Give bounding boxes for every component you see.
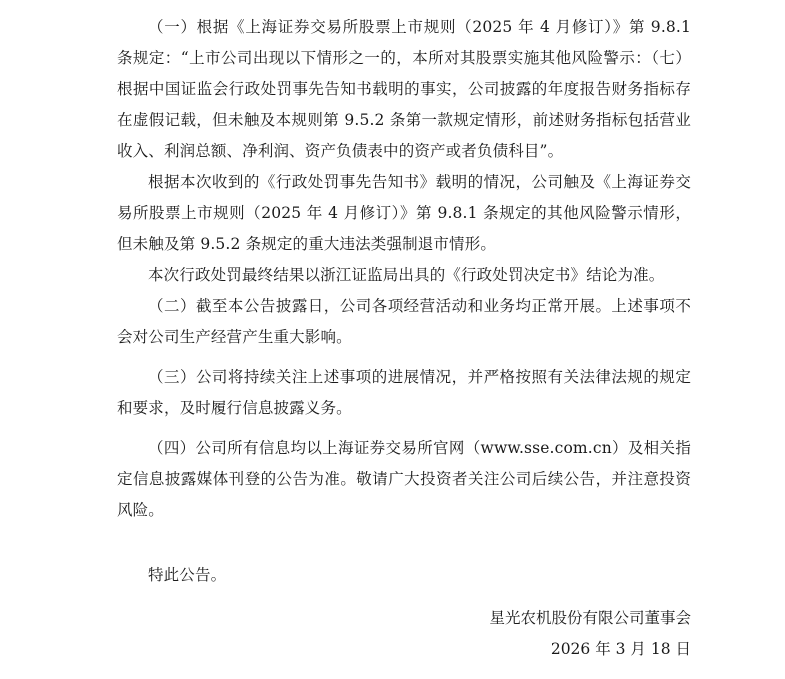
- paragraph-risk-warning-rule: （一）根据《上海证券交易所股票上市规则（2025 年 4 月修订）》第 9.8.1 条规定：“上市公司出现以下情形之一的，本所对其股票实施其他风险警示：（七）根据中国证监会行政处罚事先告知书载明的事实，公司披露的年度报告财务指标存在虚假记载，但未触及本规则第 9.5.2 条第一款规定情形，前述财务指标包括营业收入、利润总额、净利润、资产负债表中的资产或者负债科目”。: [117, 18, 691, 160]
- paragraph-disclosure-obligation: （三）公司将持续关注上述事项的进展情况，并严格按照有关法律法规的规定和要求，及时履行信息披露义务。: [117, 368, 691, 417]
- announcement-document: [117, 0, 691, 591]
- paragraph-applicability: 根据本次收到的《行政处罚事先告知书》载明的情况，公司触及《上海证券交易所股票上市规则（2025 年 4 月修订）》第 9.8.1 条规定的其他风险警示情形，但未触及第 9.5.2 条规定的重大违法类强制退市情形。: [117, 173, 691, 253]
- paragraph-designated-media: （四）公司所有信息均以上海证券交易所官网（www.sse.com.cn）及相关指定信息披露媒体刊登的公告为准。敬请广大投资者关注公司后续公告，并注意投资风险。: [117, 439, 691, 519]
- paragraph-final-result: 本次行政处罚最终结果以浙江证监局出具的《行政处罚决定书》结论为准。: [148, 266, 665, 284]
- paragraph-operations-normal: （二）截至本公告披露日，公司各项经营活动和业务均正常开展。上述事项不会对公司生产经营产生重大影响。: [117, 297, 691, 346]
- signature-organization: 星光农机股份有限公司董事会: [489, 609, 691, 627]
- signature-date: 2026 年 3 月 18 日: [550, 640, 691, 658]
- closing-statement: 特此公告。: [148, 566, 227, 584]
